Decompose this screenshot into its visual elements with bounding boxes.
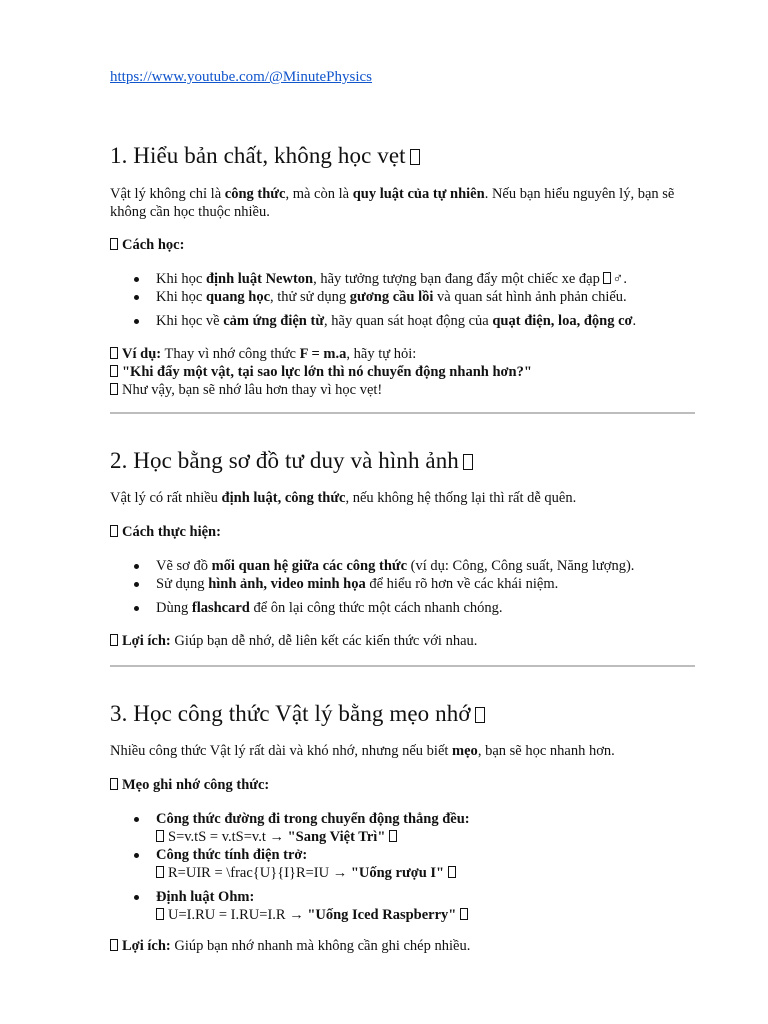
- section-2-title: 2. Học bằng sơ đồ tư duy và hình ảnh: [110, 447, 695, 475]
- youtube-link[interactable]: https://www.youtube.com/@MinutePhysics: [110, 69, 373, 85]
- section-2-intro: Vật lý có rất nhiều định luật, công thức, nếu không hệ thống lại thì rất dễ quên.: [110, 490, 577, 506]
- section-3-intro: Nhiều công thức Vật lý rất dài và khó nhớ, nhưng nếu biết mẹo, bạn sẽ học nhanh hơn.: [110, 743, 615, 759]
- emoji-placeholder-icon: [389, 830, 397, 842]
- list-item: Khi học về cảm ứng điện từ, hãy quan sát hoạt động của quạt điện, loa, động cơ.: [156, 312, 741, 330]
- emoji-placeholder-icon: [463, 454, 473, 470]
- divider: [110, 665, 695, 667]
- list-item: Công thức đường đi trong chuyển động thẳng đều: S=v.tS = v.tS=v.t → "Sang Việt Trì": [156, 810, 741, 846]
- example-line: Ví dụ: Thay vì nhớ công thức F = m.a, hãy tự hỏi:: [110, 345, 695, 363]
- emoji-placeholder-icon: [110, 939, 118, 951]
- list-item: Khi học quang học, thử sử dụng gương cầu lồi và quan sát hình ảnh phản chiếu.: [156, 288, 741, 306]
- emoji-placeholder-icon: [110, 347, 118, 359]
- emoji-placeholder-icon: [110, 634, 118, 646]
- section-1-method-label: Cách học:: [110, 236, 695, 254]
- emoji-placeholder-icon: [156, 866, 164, 878]
- section-3-benefit: Lợi ích: Giúp bạn nhớ nhanh mà không cần ghi chép nhiều.: [110, 937, 695, 955]
- section-1-intro: Vật lý không chỉ là công thức, mà còn là quy luật của tự nhiên. Nếu bạn hiểu nguyên lý, bạn sẽ không cần học thuộc nhiều.: [110, 186, 675, 220]
- emoji-placeholder-icon: [110, 525, 118, 537]
- section-3-method-label: Mẹo ghi nhớ công thức:: [110, 776, 695, 794]
- section-1-title: 1. Hiểu bản chất, không học vẹt: [110, 142, 695, 170]
- section-1-example: [110, 345, 695, 399]
- emoji-placeholder-icon: [156, 908, 164, 920]
- emoji-placeholder-icon: [410, 149, 420, 165]
- emoji-placeholder-icon: [110, 238, 118, 250]
- emoji-placeholder-icon: [110, 778, 118, 790]
- emoji-placeholder-icon: [110, 365, 118, 377]
- list-item: Sử dụng hình ảnh, video minh họa để hiểu rõ hơn về các khái niệm.: [156, 575, 741, 593]
- list-item: Định luật Ohm: U=I.RU = I.RU=I.R → "Uống Iced Raspberry": [156, 888, 741, 924]
- list-item: Dùng flashcard để ôn lại công thức một cách nhanh chóng.: [156, 599, 741, 617]
- list-item: Khi học định luật Newton, hãy tưởng tượng bạn đang đẩy một chiếc xe đạp ♂.: [156, 270, 741, 288]
- question-line: "Khi đẩy một vật, tại sao lực lớn thì nó chuyển động nhanh hơn?": [110, 363, 695, 381]
- emoji-placeholder-icon: [110, 383, 118, 395]
- section-2-method-label: Cách thực hiện:: [110, 523, 695, 541]
- section-1-list: [110, 270, 741, 330]
- section-3-list: [110, 810, 741, 924]
- list-item: Vẽ sơ đồ mối quan hệ giữa các công thức (ví dụ: Công, Công suất, Năng lượng).: [156, 557, 741, 575]
- emoji-placeholder-icon: [460, 908, 468, 920]
- conclusion-line: Như vậy, bạn sẽ nhớ lâu hơn thay vì học vẹt!: [110, 381, 695, 399]
- emoji-placeholder-icon: [475, 707, 485, 723]
- section-2-list: [110, 557, 741, 617]
- list-item: Công thức tính điện trở: R=UIR = \frac{U}{I}R=IU → "Uống rượu I": [156, 846, 741, 882]
- emoji-placeholder-icon: [156, 830, 164, 842]
- section-2-benefit: Lợi ích: Giúp bạn dễ nhớ, dễ liên kết các kiến thức với nhau.: [110, 632, 695, 650]
- section-3-title: 3. Học công thức Vật lý bằng mẹo nhớ: [110, 700, 695, 728]
- divider: [110, 412, 695, 414]
- emoji-placeholder-icon: [603, 272, 611, 284]
- emoji-placeholder-icon: [448, 866, 456, 878]
